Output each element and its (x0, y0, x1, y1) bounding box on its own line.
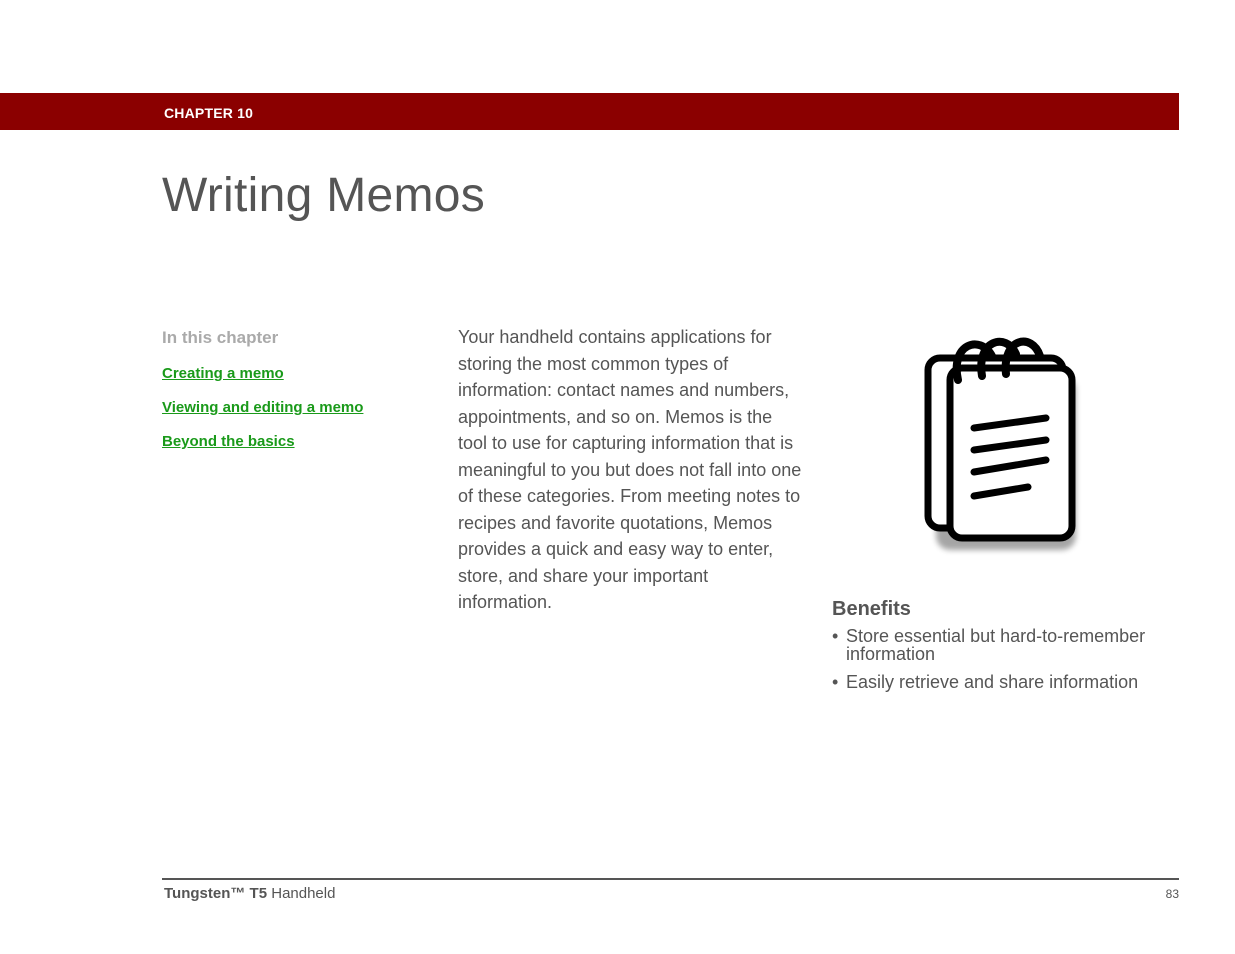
page-number: 83 (1165, 887, 1179, 901)
footer-divider (162, 878, 1179, 880)
toc-link-beyond-the-basics[interactable]: Beyond the basics (162, 433, 295, 450)
footer-product-name: Tungsten™ T5 (164, 885, 268, 902)
bullet-icon: • (832, 672, 839, 692)
benefit-item (832, 673, 1182, 691)
footer-product-suffix: Handheld (271, 885, 336, 902)
memo-notepad-icon (910, 330, 1085, 560)
benefits-heading: Benefits (832, 598, 911, 620)
chapter-label: CHAPTER 10 (164, 105, 254, 121)
page-title: Writing Memos (162, 169, 486, 222)
benefits-list (832, 627, 1182, 691)
toc-link-creating-a-memo[interactable]: Creating a memo (162, 365, 284, 382)
toc-link-viewing-and-editing-a-memo[interactable]: Viewing and editing a memo (162, 399, 364, 416)
intro-paragraph: Your handheld contains applications for storing the most common types of information: contact names and numbers, appointments, and so on. Memos is the tool to use for capturing information that is meaningful to you but does not fall into one of these categories. From meeting notes to recipes and favorite quotations, Memos provides a quick and easy way to enter, store, and share your important information. (458, 327, 802, 612)
toc-heading: In this chapter (162, 328, 279, 347)
benefit-item (832, 627, 1182, 663)
bullet-icon: • (832, 626, 839, 646)
footer-product (164, 885, 335, 902)
benefit-text: Easily retrieve and share information (846, 672, 1139, 692)
benefits-section (832, 598, 1182, 701)
chapter-bar (0, 93, 1179, 130)
benefit-text: Store essential but hard-to-remember information (846, 626, 1146, 664)
in-this-chapter (162, 328, 422, 467)
